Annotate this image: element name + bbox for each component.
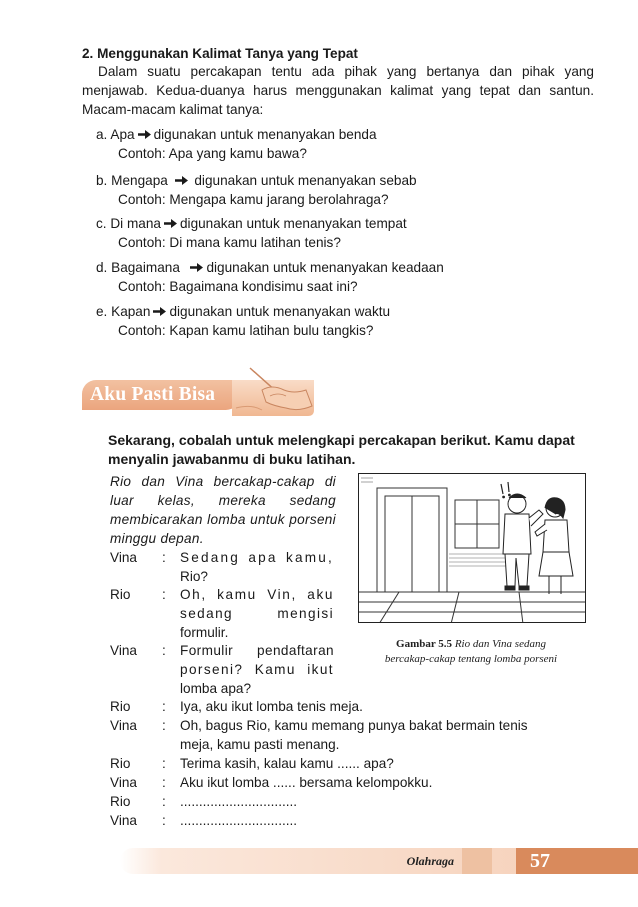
item-marker: a. xyxy=(96,127,108,142)
banner-title: Aku Pasti Bisa xyxy=(90,384,216,405)
question-word: Di mana xyxy=(110,216,161,231)
arrow-right-icon xyxy=(163,218,178,229)
speaker-name: Rio xyxy=(110,794,131,809)
speaker-name: Rio xyxy=(110,756,131,771)
section-paragraph: Dalam suatu percakapan tentu ada pihak yang bertanya dan pihak yang menjawab. Kedua-duanya harus menggunakan kalimat yang tepat dan santun. Macam-macam kalimat tanya: xyxy=(82,64,594,117)
classroom-scene-illustration xyxy=(359,474,586,623)
speaker-colon: : xyxy=(162,587,166,602)
dialogue-text: sedang xyxy=(180,606,233,621)
page-number: 57 xyxy=(530,850,550,872)
question-word-desc: digunakan untuk menanyakan waktu xyxy=(169,304,391,319)
question-word-item-a xyxy=(96,125,377,163)
question-word-desc: digunakan untuk menanyakan tempat xyxy=(179,216,407,231)
question-word: Kapan xyxy=(111,304,151,319)
section-title: 2. Menggunakan Kalimat Tanya yang Tepat xyxy=(82,46,358,61)
footer-accent-block xyxy=(462,848,492,874)
dialogue-text: mengisi xyxy=(277,606,334,621)
arrow-right-icon xyxy=(152,306,167,317)
speaker-name: Vina xyxy=(110,550,137,565)
writing-hand-icon xyxy=(232,360,314,418)
item-marker: d. xyxy=(96,260,108,275)
example-sentence: Contoh: Kapan kamu latihan bulu tangkis? xyxy=(118,323,374,338)
figure-label: Gambar 5.5 xyxy=(396,638,453,650)
question-word-item-b xyxy=(96,171,417,209)
speaker-name: Rio xyxy=(110,699,131,714)
answer-blank: ............................... xyxy=(180,813,298,828)
speaker-name: Vina xyxy=(110,775,137,790)
activity-instruction: Sekarang, cobalah untuk melengkapi percakapan berikut. Kamu dapat menyalin jawabanmu di buku latihan. xyxy=(108,432,575,467)
question-word: Apa xyxy=(110,127,135,142)
speaker-colon: : xyxy=(162,643,166,658)
caption-text: bercakap-cakap tentang lomba porseni xyxy=(384,653,558,665)
example-sentence: Contoh: Mengapa kamu jarang berolahraga? xyxy=(118,192,389,207)
speaker-colon: : xyxy=(162,813,166,828)
speaker-colon: : xyxy=(162,718,166,733)
arrow-right-icon xyxy=(137,129,152,140)
item-marker: e. xyxy=(96,304,108,319)
question-word-item-d xyxy=(96,258,444,296)
speaker-colon: : xyxy=(162,775,166,790)
question-word-desc: digunakan untuk menanyakan keadaan xyxy=(206,260,444,275)
speaker-name: Vina xyxy=(110,813,137,828)
answer-blank: ............................... xyxy=(180,794,298,809)
dialogue-text: Sedang apa kamu, xyxy=(180,550,334,565)
dialogue-text: Aku ikut lomba ...... bersama kelompokku. xyxy=(180,775,433,790)
question-word: Mengapa xyxy=(111,173,168,188)
question-word-item-c xyxy=(96,214,407,252)
arrow-right-icon xyxy=(174,175,189,186)
activity-banner xyxy=(82,360,312,416)
question-word-desc: digunakan untuk menanyakan benda xyxy=(153,127,377,142)
arrow-right-icon xyxy=(189,262,204,273)
dialogue-text: Formulir pendaftaran xyxy=(180,643,334,658)
dialogue-text: porseni? Kamu ikut xyxy=(180,662,334,677)
example-sentence: Contoh: Di mana kamu latihan tenis? xyxy=(118,235,341,250)
speaker-name: Vina xyxy=(110,718,137,733)
speaker-colon: : xyxy=(162,550,166,565)
item-marker: c. xyxy=(96,216,107,231)
speaker-name: Rio xyxy=(110,587,131,602)
dialogue-text: Oh, kamu Vin, aku xyxy=(180,587,334,602)
example-sentence: Contoh: Bagaimana kondisimu saat ini? xyxy=(118,279,358,294)
figure-caption xyxy=(348,637,594,667)
speaker-colon: : xyxy=(162,699,166,714)
item-marker: b. xyxy=(96,173,108,188)
chapter-label: Olahraga xyxy=(406,854,454,868)
caption-text: Rio dan Vina sedang xyxy=(454,638,546,650)
illustration-rio-vina xyxy=(358,473,586,623)
dialogue-text: Terima kasih, kalau kamu ...... apa? xyxy=(180,756,394,771)
dialogue-text: Iya, aku ikut lomba tenis meja. xyxy=(180,699,363,714)
example-sentence: Contoh: Apa yang kamu bawa? xyxy=(118,146,307,161)
dialogue-text: formulir. xyxy=(180,625,229,640)
question-word: Bagaimana xyxy=(111,260,180,275)
dialogue-text: meja, kamu pasti menang. xyxy=(180,737,340,752)
speaker-colon: : xyxy=(162,756,166,771)
dialogue-text: lomba apa? xyxy=(180,681,252,696)
dialogue-text: Rio? xyxy=(180,569,208,584)
speaker-colon: : xyxy=(162,794,166,809)
dialogue-text: Oh, bagus Rio, kamu memang punya bakat bermain tenis xyxy=(180,718,528,733)
question-word-desc: digunakan untuk menanyakan sebab xyxy=(194,173,417,188)
dialogue-narrative: Rio dan Vina bercakap-cakap di luar kelas, mereka sedang membicarakan lomba untuk porseni minggu depan. xyxy=(110,474,336,546)
question-word-item-e xyxy=(96,302,390,340)
speaker-name: Vina xyxy=(110,643,137,658)
